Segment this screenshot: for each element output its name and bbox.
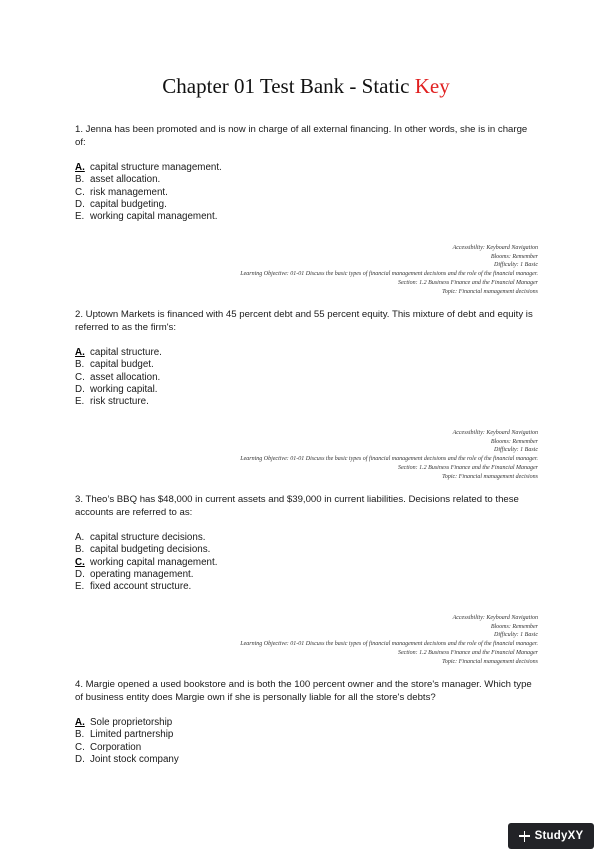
meta-section: Section: 1.2 Business Finance and the Financial Manager [398,649,538,656]
question-metadata [68,614,538,666]
answer-option [75,569,540,581]
meta-learning-objective: Learning Objective: 01-01 Discuss the basic types of financial management decisions and the role of the financial manager. [240,271,538,278]
answer-text: risk management. [90,186,168,198]
answer-options [75,347,540,408]
answer-option [75,532,540,544]
answer-letter: E. [75,396,85,407]
answer-letter: C. [75,741,85,753]
answer-option [75,396,540,408]
answer-letter: E. [75,581,85,592]
question-1 [75,124,540,223]
meta-learning-objective: Learning Objective: 01-01 Discuss the basic types of financial management decisions and the role of the financial manager. [240,456,538,463]
answer-option [75,742,540,754]
answer-letter: E. [75,211,85,222]
meta-difficulty: Difficulty: 1 Basic [494,447,538,454]
answer-text: capital structure management. [90,162,222,174]
answer-text: Joint stock company [90,753,179,765]
answer-text: capital budgeting. [90,198,167,210]
answer-option [75,384,540,396]
answer-options [75,162,540,223]
brand-name: StudyXY [534,830,584,842]
answer-text: Corporation [90,741,142,753]
answer-text: asset allocation. [90,174,161,186]
answer-option [75,199,540,211]
answer-letter: C. [75,371,85,383]
answer-letter: A. [75,347,85,359]
question-3 [75,494,540,593]
question-4 [75,679,540,766]
answer-option [75,544,540,556]
meta-topic: Topic: Financial management decisions [442,288,538,295]
answer-option [75,729,540,741]
answer-option [75,187,540,199]
answer-text: working capital management. [90,211,218,222]
studyxy-logo[interactable] [508,823,594,849]
answer-text: working capital. [90,383,158,395]
answer-text: risk structure. [90,396,149,407]
meta-topic: Topic: Financial management decisions [442,658,538,665]
answer-text: working capital management. [90,556,218,568]
meta-difficulty: Difficulty: 1 Basic [494,632,538,639]
answer-option [75,754,540,766]
answer-text: Sole proprietorship [90,717,173,729]
answer-letter: D. [75,753,85,765]
meta-difficulty: Difficulty: 1 Basic [494,262,538,269]
answer-option [75,162,540,174]
answer-letter: B. [75,359,85,371]
answer-option [75,211,540,223]
question-text: 3. Theo’s BBQ has $48,000 in current assets and $39,000 in current liabilities. Decisions related to these accounts are referred to as: [75,494,519,518]
answer-letter: C. [75,186,85,198]
meta-accessibility: Accessibility: Keyboard Navigation [452,615,538,621]
answer-letter: B. [75,174,85,186]
answer-option [75,557,540,569]
answer-letter: A. [75,162,85,174]
meta-accessibility: Accessibility: Keyboard Navigation [452,430,538,436]
answer-letter: B. [75,544,85,556]
answer-text: operating management. [90,568,194,580]
answer-letter: D. [75,198,85,210]
answer-letter: B. [75,729,85,741]
answer-text: fixed account structure. [90,581,192,592]
answer-option [75,174,540,186]
meta-blooms: Blooms: Remember [490,623,538,630]
meta-topic: Topic: Financial management decisions [442,473,538,480]
answer-option [75,372,540,384]
question-metadata [68,244,538,296]
question-metadata [68,429,538,481]
answer-options [75,532,540,593]
meta-blooms: Blooms: Remember [490,438,538,445]
question-text: 1. Jenna has been promoted and is now in charge of all external financing. In other words, she is in charge of: [75,124,528,148]
answer-text: capital structure. [90,347,162,359]
answer-letter: D. [75,568,85,580]
question-text: 4. Margie opened a used bookstore and is both the 100 percent owner and the store's manager. Which type of business entity does Margie own if she is personally liable for all the store's debts? [75,679,532,703]
answer-option [75,717,540,729]
meta-learning-objective: Learning Objective: 01-01 Discuss the basic types of financial management decisions and the role of the financial manager. [240,641,538,648]
answer-options [75,717,540,766]
page-title [0,74,612,99]
question-2 [75,309,540,408]
answer-text: capital budget. [90,359,154,371]
answer-text: capital structure decisions. [90,532,206,544]
meta-accessibility: Accessibility: Keyboard Navigation [452,245,538,251]
answer-text: asset allocation. [90,371,161,383]
answer-option [75,359,540,371]
answer-option [75,581,540,593]
answer-text: Limited partnership [90,729,174,741]
meta-blooms: Blooms: Remember [490,253,538,260]
meta-section: Section: 1.2 Business Finance and the Financial Manager [398,464,538,471]
answer-letter: C. [75,556,85,568]
answer-letter: A. [75,532,85,544]
plus-icon [519,831,530,842]
answer-letter: D. [75,383,85,395]
answer-text: capital budgeting decisions. [90,544,211,556]
question-text: 2. Uptown Markets is financed with 45 percent debt and 55 percent equity. This mixture of debt and equity is referred to as the firm's: [75,309,533,333]
title-main: Chapter 01 Test Bank - Static [162,74,415,98]
answer-letter: A. [75,717,85,729]
title-key: Key [414,74,450,98]
meta-section: Section: 1.2 Business Finance and the Financial Manager [398,279,538,286]
answer-option [75,347,540,359]
